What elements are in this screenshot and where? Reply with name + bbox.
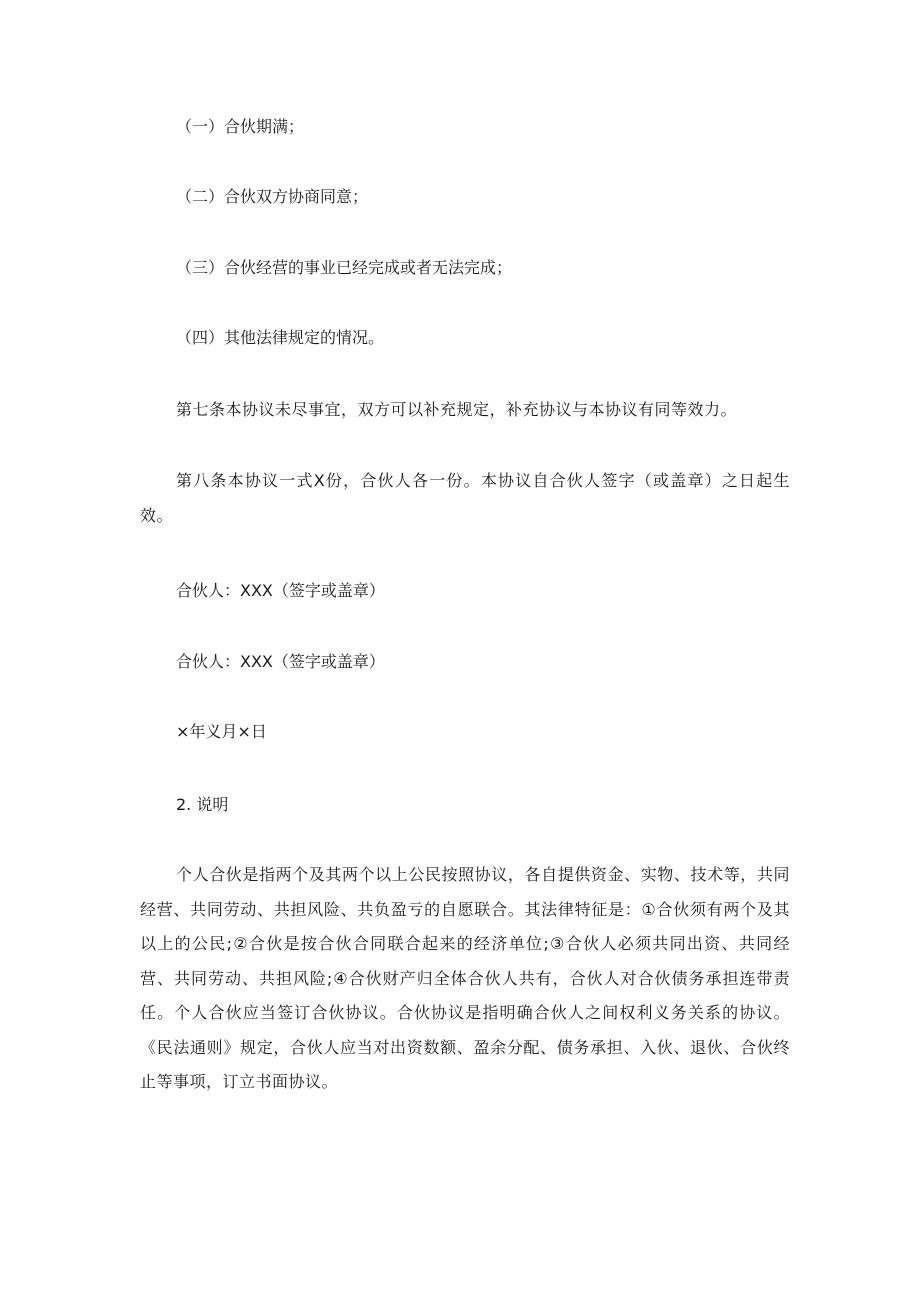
termination-item-1: （一）合伙期满； [176,117,305,136]
article-8-paragraph: 第八条本协议一式X份，合伙人各一份。本协议自合伙人签字（或盖章）之日起生效。 [140,471,790,525]
date-line: ×年义月×日 [176,722,267,741]
article-7-paragraph: 第七条本协议未尽事宜，双方可以补充规定，补充协议与本协议有同等效力。 [176,400,738,419]
partner-signature-2: 合伙人：XXX（签字或盖章） [176,652,385,671]
explanation-paragraph: 个人合伙是指两个及其两个以上公民按照协议，各自提供资金、实物、技术等，共同经营、共同劳动、共担风险、共负盈亏的自愿联合。其法律特征是：①合伙须有两个及其以上的公民;②合伙是按合伙合同联合起来的经济单位;③合伙人必须共同出资、共同经营、共同劳动、共担风险;④合伙财产归全体合伙人共有，合伙人对合伙债务承担连带责任。个人合伙应当签订合伙协议。合伙协议是指明确合伙人之间权利义务关系的协议。《民法通则》规定，合伙人应当对出资数额、盈余分配、债务承担、入伙、退伙、合伙终止等事项，订立书面协议。 [140,865,790,1091]
termination-item-3: （三）合伙经营的事业已经完成或者无法完成； [176,258,513,277]
termination-item-2: （二）合伙双方协商同意； [176,187,369,206]
partner-signature-1: 合伙人：XXX（签字或盖章） [176,581,385,600]
section-heading: 2. 说明 [176,795,229,814]
termination-item-4: （四）其他法律规定的情况。 [176,328,385,347]
